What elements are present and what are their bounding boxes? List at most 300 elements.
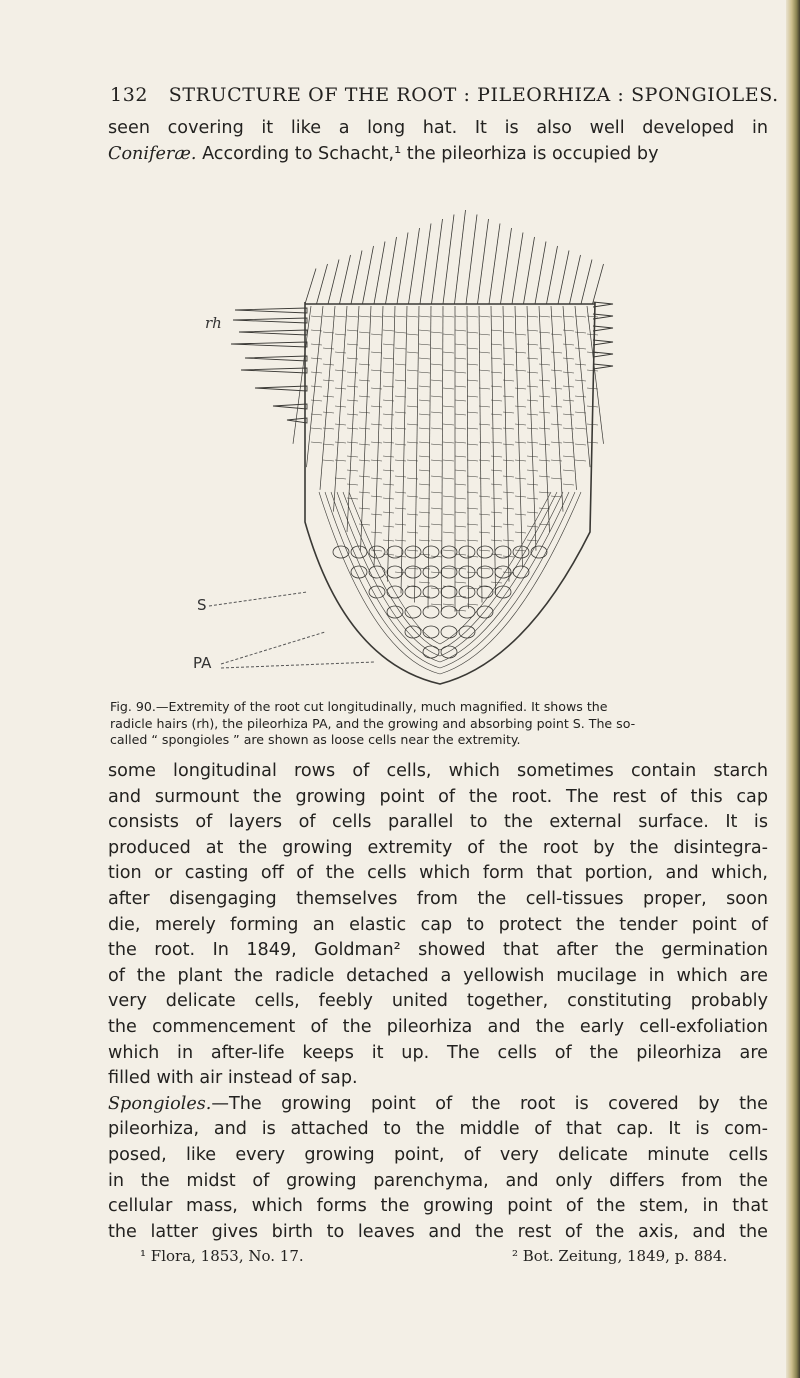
- cell-wall: [371, 442, 382, 443]
- cell-wall: [419, 372, 430, 373]
- cell-wall: [431, 444, 442, 445]
- cell-wall: [347, 484, 358, 485]
- cell-wall: [551, 424, 562, 425]
- cell-wall: [575, 412, 586, 413]
- cell-wall: [587, 334, 598, 335]
- cell-wall: [503, 428, 514, 429]
- cell-wall: [311, 414, 322, 415]
- figure-cells: [333, 546, 547, 658]
- cell-wall: [371, 334, 382, 335]
- cell-wall: [443, 388, 454, 389]
- cell-wall: [419, 316, 430, 317]
- cell-wall: [335, 442, 346, 443]
- cell-wall: [503, 476, 514, 477]
- cell-wall: [371, 316, 382, 317]
- cell-wall: [551, 352, 562, 353]
- cell-column: [401, 306, 407, 593]
- cell-column: [551, 306, 563, 512]
- cell-wall: [503, 492, 514, 493]
- hatch-line: [535, 242, 546, 305]
- loose-cell: [369, 586, 385, 598]
- cell-wall: [347, 470, 358, 471]
- cell-wall: [563, 484, 574, 485]
- cell-wall: [443, 496, 454, 497]
- cell-wall: [455, 316, 466, 317]
- text-line: posed, like every growing point, of very delicate minute cells: [108, 1144, 768, 1165]
- cell-wall: [347, 442, 358, 443]
- cell-wall: [455, 596, 466, 597]
- hatch-line: [455, 210, 466, 304]
- cell-wall: [575, 460, 586, 461]
- loose-cell: [423, 586, 439, 598]
- cell-wall: [419, 498, 430, 499]
- caption-line: radicle hairs (rh), the pileorhiza PA, and the growing and absorbing point S. The so-: [110, 715, 636, 731]
- cell-wall: [503, 524, 514, 525]
- hatch-line: [570, 255, 581, 304]
- text-line: [108, 142, 768, 168]
- text-line: after disengaging themselves from the cell-tissues proper, soon: [108, 888, 768, 909]
- cell-wall: [527, 512, 538, 513]
- cell-wall: [539, 364, 550, 365]
- loose-cell: [423, 606, 439, 618]
- text-line: very delicate cells, feebly united together, constituting probably: [108, 991, 768, 1012]
- cell-wall: [479, 406, 490, 407]
- cell-wall: [491, 386, 502, 387]
- text-line: cellular mass, which forms the growing point of the stem, in that: [108, 1196, 768, 1217]
- cell-wall: [503, 412, 514, 413]
- caption-line: called “ spongioles ” are shown as loose cells near the extremity.: [110, 732, 521, 747]
- cell-wall: [359, 428, 370, 429]
- loose-cell: [441, 646, 457, 658]
- cell-wall: [371, 478, 382, 479]
- cell-wall: [359, 508, 370, 509]
- cell-wall: [407, 532, 418, 533]
- cell-column: [491, 306, 496, 593]
- cell-wall: [383, 470, 394, 471]
- italic-term-coniferae: Coniferæ.: [108, 143, 197, 164]
- cell-wall: [563, 456, 574, 457]
- cell-wall: [383, 358, 394, 359]
- label-s: S: [197, 596, 207, 614]
- loose-cell: [441, 546, 457, 558]
- cell-wall: [527, 484, 538, 485]
- cell-wall: [539, 332, 550, 333]
- cell-wall: [491, 540, 502, 541]
- cell-wall: [455, 470, 466, 471]
- cell-wall: [395, 524, 406, 525]
- loose-cell: [459, 626, 475, 638]
- cell-wall: [443, 478, 454, 479]
- cell-wall: [479, 550, 490, 551]
- cell-wall: [467, 492, 478, 493]
- cell-wall: [383, 372, 394, 373]
- cell-wall: [467, 348, 478, 349]
- cell-wall: [563, 358, 574, 359]
- cell-wall: [515, 532, 526, 533]
- text-line: seen covering it like a long hat. It is also well developed in: [108, 118, 768, 138]
- cell-wall: [467, 524, 478, 525]
- cell-wall: [407, 514, 418, 515]
- cell-wall: [419, 358, 430, 359]
- cell-wall: [503, 540, 514, 541]
- cell-wall: [419, 414, 430, 415]
- cell-wall: [515, 334, 526, 335]
- cell-wall: [371, 514, 382, 515]
- cell-wall: [527, 400, 538, 401]
- loose-cell: [477, 586, 493, 598]
- cell-wall: [419, 330, 430, 331]
- cell-wall: [431, 492, 442, 493]
- loose-cell: [441, 566, 457, 578]
- cell-wall: [551, 316, 562, 317]
- cell-wall: [467, 412, 478, 413]
- cell-wall: [311, 358, 322, 359]
- main-paragraph: [108, 759, 768, 1092]
- loose-cell: [441, 606, 457, 618]
- caption-line: Fig. 90.—Extremity of the root cut longitudinally, much magnified. It shows the: [110, 699, 608, 714]
- cell-wall: [383, 512, 394, 513]
- cell-wall: [479, 388, 490, 389]
- text-line: [108, 1092, 768, 1118]
- cap-layer: [331, 492, 569, 662]
- hatch-line: [386, 237, 397, 304]
- cell-wall: [467, 316, 478, 317]
- cell-wall: [323, 396, 334, 397]
- cell-wall: [467, 460, 478, 461]
- cell-wall: [431, 332, 442, 333]
- loose-cell: [477, 546, 493, 558]
- radicle-hair: [593, 302, 613, 307]
- cell-wall: [515, 406, 526, 407]
- cell-wall: [419, 526, 430, 527]
- cell-wall: [323, 380, 334, 381]
- cell-wall: [455, 372, 466, 373]
- hatch-line: [351, 251, 362, 305]
- cell-wall: [443, 514, 454, 515]
- cell-wall: [335, 370, 346, 371]
- cell-wall: [371, 550, 382, 551]
- cell-wall: [323, 444, 334, 445]
- cell-column: [374, 306, 383, 567]
- cell-wall: [539, 316, 550, 317]
- page-edge-shadow: [786, 0, 800, 1378]
- cell-wall: [419, 512, 430, 513]
- hatch-line: [340, 255, 351, 304]
- leader-pa-lower: [221, 662, 375, 668]
- radicle-hair: [233, 318, 307, 323]
- label-pa: PA: [193, 654, 212, 672]
- loose-cell: [387, 606, 403, 618]
- cell-wall: [539, 396, 550, 397]
- cell-wall: [431, 588, 442, 589]
- cell-wall: [503, 444, 514, 445]
- cell-wall: [347, 400, 358, 401]
- cell-wall: [323, 332, 334, 333]
- cell-wall: [383, 386, 394, 387]
- cell-wall: [347, 330, 358, 331]
- cell-wall: [407, 316, 418, 317]
- cell-wall: [359, 476, 370, 477]
- cell-wall: [431, 604, 442, 605]
- cell-wall: [575, 332, 586, 333]
- cell-wall: [443, 406, 454, 407]
- loose-cell: [333, 546, 349, 558]
- cell-wall: [551, 478, 562, 479]
- cell-wall: [467, 380, 478, 381]
- hatch-line: [432, 219, 443, 304]
- cell-wall: [419, 386, 430, 387]
- cell-wall: [467, 396, 478, 397]
- cell-wall: [431, 508, 442, 509]
- cell-wall: [563, 470, 574, 471]
- text-line: tion or casting off of the cells which form that portion, and which,: [108, 863, 768, 884]
- cell-wall: [383, 456, 394, 457]
- hatch-line: [317, 264, 328, 304]
- cell-wall: [431, 396, 442, 397]
- cell-wall: [455, 498, 466, 499]
- cell-wall: [311, 316, 322, 317]
- cell-column: [442, 306, 444, 612]
- loose-cell: [513, 546, 529, 558]
- figure-caption: [110, 699, 766, 749]
- cell-wall: [335, 478, 346, 479]
- cell-wall: [491, 344, 502, 345]
- cell-wall: [395, 332, 406, 333]
- radicle-hair: [255, 386, 307, 391]
- cell-wall: [431, 412, 442, 413]
- cell-wall: [467, 444, 478, 445]
- cell-wall: [527, 330, 538, 331]
- cell-wall: [575, 316, 586, 317]
- hatch-line: [524, 237, 535, 304]
- radicle-hair: [241, 368, 307, 373]
- cell-wall: [431, 380, 442, 381]
- cell-wall: [431, 524, 442, 525]
- cell-wall: [491, 512, 502, 513]
- radicle-hair: [231, 342, 307, 347]
- cell-wall: [431, 540, 442, 541]
- label-rh: rh: [205, 314, 222, 332]
- cell-wall: [407, 406, 418, 407]
- cell-wall: [383, 498, 394, 499]
- cell-wall: [443, 334, 454, 335]
- opening-paragraph: [108, 116, 768, 167]
- cell-wall: [443, 316, 454, 317]
- root-outline: [305, 302, 595, 684]
- loose-cell: [351, 566, 367, 578]
- text-line-rest: —The growing point of the root is covered by the: [211, 1093, 768, 1114]
- loose-cell: [441, 626, 457, 638]
- cell-wall: [527, 372, 538, 373]
- cell-wall: [383, 484, 394, 485]
- hatch-line: [547, 246, 558, 304]
- hatch-line: [305, 269, 316, 305]
- cell-column: [347, 306, 359, 532]
- cell-wall: [515, 316, 526, 317]
- cell-wall: [455, 358, 466, 359]
- cell-wall: [371, 460, 382, 461]
- cell-wall: [563, 386, 574, 387]
- cell-wall: [383, 442, 394, 443]
- cell-wall: [539, 460, 550, 461]
- cell-wall: [335, 388, 346, 389]
- cell-wall: [419, 484, 430, 485]
- cell-column: [320, 306, 335, 490]
- cell-wall: [515, 388, 526, 389]
- cell-wall: [431, 348, 442, 349]
- hatch-line: [489, 224, 500, 305]
- cell-wall: [359, 316, 370, 317]
- cell-wall: [575, 348, 586, 349]
- loose-cell: [405, 626, 421, 638]
- cell-wall: [395, 396, 406, 397]
- cell-wall: [563, 442, 574, 443]
- cell-wall: [359, 348, 370, 349]
- cell-wall: [515, 550, 526, 551]
- cell-wall: [527, 540, 538, 541]
- cell-wall: [383, 428, 394, 429]
- running-title: STRUCTURE OF THE ROOT : PILEORHIZA : SPONGIOLES.: [168, 84, 779, 106]
- loose-cell: [477, 566, 493, 578]
- cell-wall: [407, 370, 418, 371]
- cell-wall: [551, 370, 562, 371]
- cell-wall: [467, 332, 478, 333]
- cell-wall: [395, 492, 406, 493]
- cell-wall: [395, 508, 406, 509]
- cell-wall: [359, 380, 370, 381]
- cell-wall: [407, 334, 418, 335]
- cell-wall: [551, 388, 562, 389]
- loose-cell: [477, 606, 493, 618]
- cell-wall: [323, 364, 334, 365]
- leader-s: [209, 592, 307, 606]
- cell-wall: [515, 478, 526, 479]
- cell-wall: [455, 428, 466, 429]
- text-line: the latter gives birth to leaves and the rest of the axis, and the: [108, 1221, 768, 1242]
- spongioles-paragraph: [108, 1092, 768, 1246]
- cell-wall: [527, 442, 538, 443]
- footnote-1: ¹ Flora, 1853, No. 17.: [140, 1247, 304, 1266]
- text-line: the commencement of the pileorhiza and the early cell-exfoliation: [108, 1016, 768, 1037]
- footnotes: [140, 1247, 760, 1265]
- hatch-line: [328, 260, 339, 305]
- hatch-line: [374, 242, 385, 305]
- hatch-line: [363, 246, 374, 304]
- cell-wall: [359, 492, 370, 493]
- cell-wall: [455, 526, 466, 527]
- cell-wall: [455, 330, 466, 331]
- cell-wall: [455, 386, 466, 387]
- radicle-hair: [245, 356, 307, 361]
- loose-cell: [441, 586, 457, 598]
- cell-wall: [359, 412, 370, 413]
- cell-wall: [467, 476, 478, 477]
- cell-wall: [395, 316, 406, 317]
- cell-column: [479, 306, 482, 602]
- cell-wall: [323, 412, 334, 413]
- cell-wall: [491, 316, 502, 317]
- cell-wall: [443, 352, 454, 353]
- cell-wall: [383, 344, 394, 345]
- cell-wall: [347, 414, 358, 415]
- cell-wall: [527, 386, 538, 387]
- cell-wall: [479, 424, 490, 425]
- cell-wall: [527, 414, 538, 415]
- text-line: produced at the growing extremity of the root by the disintegra-: [108, 837, 768, 858]
- cell-wall: [371, 406, 382, 407]
- cell-wall: [539, 492, 550, 493]
- hatch-line: [512, 233, 523, 305]
- cell-wall: [311, 400, 322, 401]
- loose-cell: [495, 586, 511, 598]
- cell-wall: [455, 442, 466, 443]
- cell-wall: [347, 386, 358, 387]
- cell-wall: [455, 540, 466, 541]
- loose-cell: [405, 546, 421, 558]
- loose-cell: [405, 566, 421, 578]
- cell-column: [515, 306, 523, 567]
- cell-wall: [419, 400, 430, 401]
- cell-wall: [407, 550, 418, 551]
- cell-wall: [467, 508, 478, 509]
- cell-wall: [455, 400, 466, 401]
- cell-wall: [491, 372, 502, 373]
- cell-wall: [383, 330, 394, 331]
- footnote-2: ² Bot. Zeitung, 1849, p. 884.: [512, 1247, 728, 1266]
- cell-wall: [443, 460, 454, 461]
- cell-wall: [455, 344, 466, 345]
- cell-wall: [527, 498, 538, 499]
- cell-wall: [527, 470, 538, 471]
- cell-wall: [563, 372, 574, 373]
- cell-column: [334, 306, 348, 512]
- cell-wall: [503, 364, 514, 365]
- text-line: of the plant the radicle detached a yellowish mucilage in which are: [108, 965, 768, 986]
- cell-wall: [407, 352, 418, 353]
- text-line: in the midst of growing parenchyma, and only differs from the: [108, 1170, 768, 1191]
- cell-wall: [515, 424, 526, 425]
- loose-cell: [513, 566, 529, 578]
- cell-wall: [503, 332, 514, 333]
- cell-wall: [527, 428, 538, 429]
- cell-wall: [395, 476, 406, 477]
- radicle-hair: [593, 340, 613, 345]
- cell-wall: [395, 348, 406, 349]
- cell-wall: [539, 444, 550, 445]
- cell-wall: [563, 316, 574, 317]
- cell-column: [388, 306, 396, 582]
- cell-wall: [491, 526, 502, 527]
- radicle-hair: [593, 314, 613, 319]
- cap-layer: [319, 492, 581, 674]
- cell-wall: [407, 388, 418, 389]
- cell-column: [428, 306, 431, 609]
- cell-wall: [563, 414, 574, 415]
- cell-wall: [371, 424, 382, 425]
- hatch-line: [501, 228, 512, 304]
- text-line: and surmount the growing point of the root. The rest of this cap: [108, 786, 768, 807]
- hatch-line: [420, 224, 431, 305]
- cell-wall: [479, 370, 490, 371]
- cell-wall: [335, 334, 346, 335]
- cell-wall: [563, 400, 574, 401]
- cell-wall: [407, 568, 418, 569]
- cell-wall: [443, 370, 454, 371]
- loose-cell: [459, 586, 475, 598]
- cell-wall: [491, 442, 502, 443]
- cell-wall: [527, 316, 538, 317]
- text-line: die, merely forming an elastic cap to protect the tender point of: [108, 914, 768, 935]
